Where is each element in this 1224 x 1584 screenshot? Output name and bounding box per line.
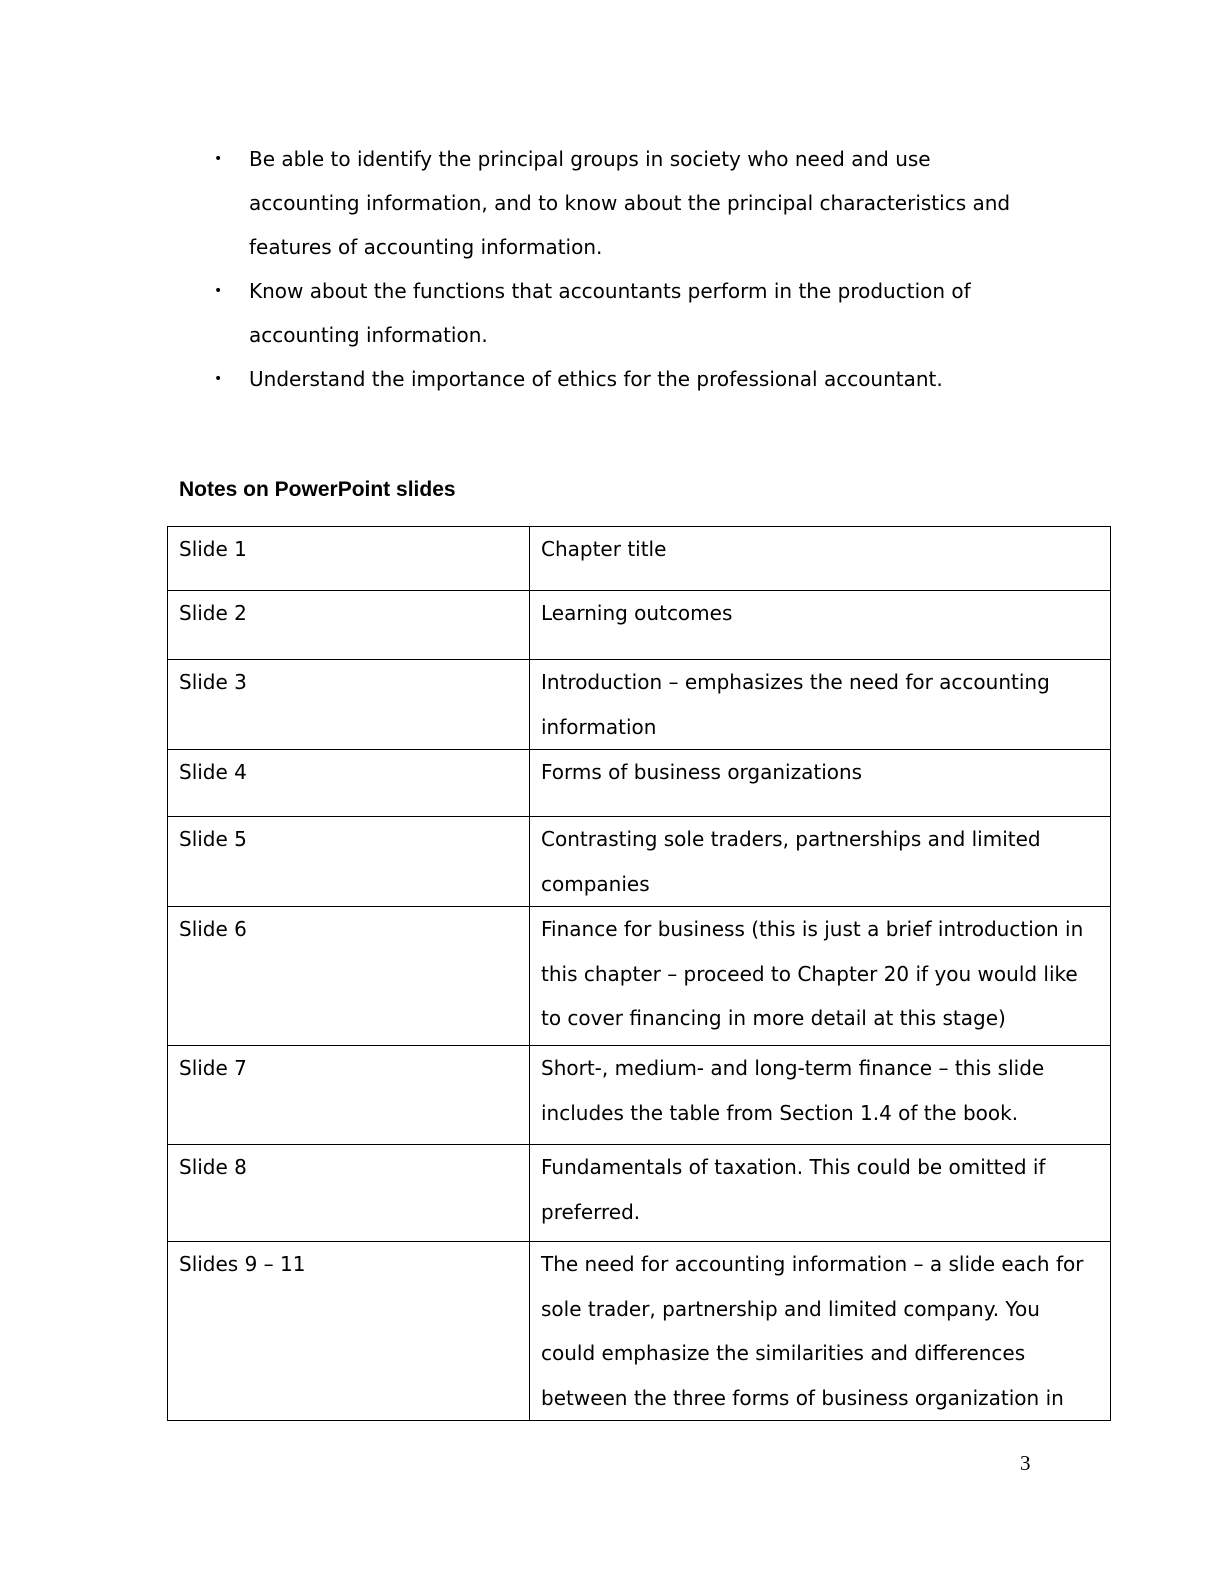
- note-cell: Introduction – emphasizes the need for accounting information: [530, 660, 1111, 750]
- bullet-icon: •: [214, 371, 223, 387]
- slide-cell: Slide 4: [168, 750, 530, 817]
- learning-objectives-list: [212, 137, 1032, 401]
- table-row: [168, 1145, 1111, 1242]
- slide-cell: Slide 2: [168, 591, 530, 660]
- note-cell: Forms of business organizations: [530, 750, 1111, 817]
- slide-cell: Slide 1: [168, 527, 530, 591]
- slide-cell: Slide 5: [168, 817, 530, 907]
- table-row: [168, 1242, 1111, 1421]
- slide-cell: Slide 8: [168, 1145, 530, 1242]
- table-row: [168, 907, 1111, 1046]
- bullet-icon: •: [214, 151, 223, 167]
- table-row: [168, 591, 1111, 660]
- slide-cell: Slide 7: [168, 1046, 530, 1145]
- table-row: [168, 1046, 1111, 1145]
- slide-cell: Slide 3: [168, 660, 530, 750]
- list-item-text: Understand the importance of ethics for the professional accountant.: [249, 367, 943, 391]
- table-row: [168, 817, 1111, 907]
- bullet-icon: •: [214, 283, 223, 299]
- note-cell: Contrasting sole traders, partnerships and limited companies: [530, 817, 1111, 907]
- table-row: [168, 750, 1111, 817]
- list-item: [212, 357, 1032, 401]
- note-cell: Fundamentals of taxation. This could be omitted if preferred.: [530, 1145, 1111, 1242]
- slides-notes-table: [167, 526, 1111, 1421]
- list-item: [212, 269, 1032, 357]
- note-cell: Finance for business (this is just a brief introduction in this chapter – proceed to Chapter 20 if you would like to cover financing in more detail at this stage): [530, 907, 1111, 1046]
- note-cell: Learning outcomes: [530, 591, 1111, 660]
- section-heading: Notes on PowerPoint slides: [179, 478, 456, 501]
- slide-cell: Slide 6: [168, 907, 530, 1046]
- list-item-text: Be able to identify the principal groups in society who need and use accounting information, and to know about the principal characteristics and features of accounting information.: [249, 147, 1011, 259]
- list-item-text: Know about the functions that accountants perform in the production of accounting information.: [249, 279, 971, 347]
- list-item: [212, 137, 1032, 269]
- note-cell: Short-, medium- and long-term finance – this slide includes the table from Section 1.4 of the book.: [530, 1046, 1111, 1145]
- table-row: [168, 527, 1111, 591]
- note-cell: Chapter title: [530, 527, 1111, 591]
- slide-cell: Slides 9 – 11: [168, 1242, 530, 1421]
- note-cell: The need for accounting information – a slide each for sole trader, partnership and limited company. You could emphasize the similarities and differences between the three forms of business organization in: [530, 1242, 1111, 1421]
- page-number: 3: [1020, 1451, 1031, 1475]
- table-row: [168, 660, 1111, 750]
